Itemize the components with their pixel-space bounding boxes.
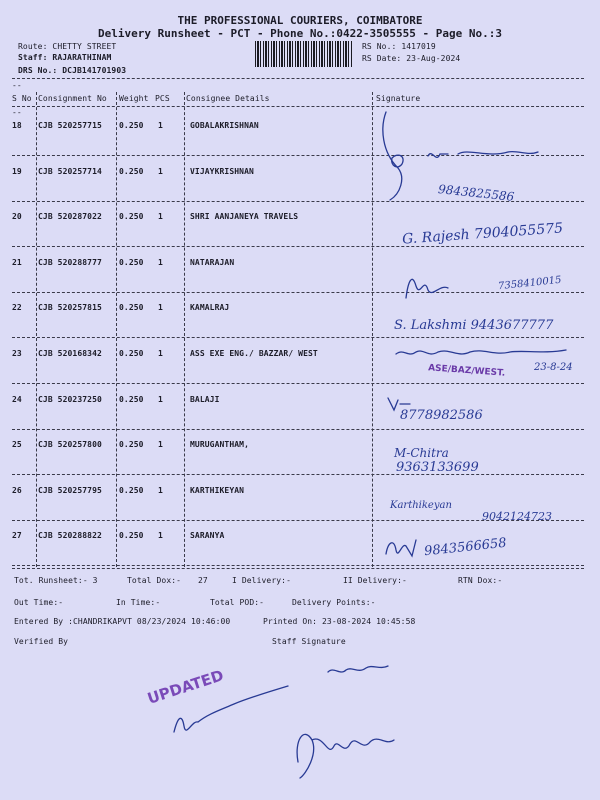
row-consignment-no: CJB 520288822 [38, 531, 102, 540]
row-sno: 27 [12, 531, 22, 540]
total-dox-label: Total Dox:- [127, 576, 182, 585]
row-sno: 22 [12, 303, 22, 312]
col-header-pcs: PCS [155, 94, 170, 103]
row-consignee: SHRI AANJANEYA TRAVELS [190, 212, 299, 221]
row-weight: 0.250 [119, 121, 144, 130]
col-header-consignee: Consignee Details [186, 94, 270, 103]
row-sno: 23 [12, 349, 22, 358]
row-pcs: 1 [158, 349, 163, 358]
row-pcs: 1 [158, 121, 163, 130]
row-separator [12, 429, 584, 430]
row-weight: 0.250 [119, 212, 144, 221]
row-consignment-no: CJB 520288777 [38, 258, 102, 267]
row-consignee: SARANYA [190, 531, 225, 540]
row-sno: 20 [12, 212, 22, 221]
drs-value: DCJB141701903 [62, 66, 127, 75]
phone-handwriting-24: 8778982586 [400, 408, 483, 423]
rtn-dox: RTN Dox:- [458, 576, 503, 585]
row-separator [12, 246, 584, 247]
route-field [18, 42, 116, 51]
row-sno: 25 [12, 440, 22, 449]
column-separator [116, 92, 117, 567]
drs-field [18, 66, 126, 75]
row-pcs: 1 [158, 167, 163, 176]
col-header-weight: Weight [119, 94, 149, 103]
row-weight: 0.250 [119, 303, 144, 312]
row-consignee: BALAJI [190, 395, 220, 404]
route-label: Route: [18, 42, 48, 51]
name-handwriting-26: Karthikeyan [390, 500, 452, 511]
row-consignment-no: CJB 520257815 [38, 303, 102, 312]
i-delivery: I Delivery:- [232, 576, 291, 585]
row-pcs: 1 [158, 440, 163, 449]
row-sno: 24 [12, 395, 22, 404]
runsheet-subtitle: Delivery Runsheet - PCT - Phone No.:0422-3505555 - Page No.:3 [98, 27, 502, 40]
updated-stamp: UPDATED [145, 666, 226, 708]
row-consignee: MURUGANTHAM, [190, 440, 249, 449]
row-consignee: ASS EXE ENG./ BAZZAR/ WEST [190, 349, 318, 358]
row-pcs: 1 [158, 531, 163, 540]
date-handwriting-23: 23-8-24 [534, 362, 573, 373]
row-weight: 0.250 [119, 167, 144, 176]
office-stamp-23: ASE/BAZ/WEST. [427, 363, 506, 379]
entered-by: Entered By :CHANDRIKAPVT 08/23/2024 10:46:00 [14, 617, 231, 626]
printed-on: Printed On: 23-08-2024 10:45:58 [263, 617, 416, 626]
handwriting-row-22: S. Lakshmi 9443677777 [394, 318, 554, 333]
row-consignment-no: CJB 520257800 [38, 440, 102, 449]
in-time: In Time:- [116, 598, 161, 607]
column-separator [184, 92, 185, 567]
column-separator [36, 92, 37, 567]
phone-handwriting-19: 9843825586 [437, 182, 515, 204]
footer-rule-top [12, 568, 584, 569]
col-header-consignment: Consignment No [38, 94, 107, 103]
row-consignment-no: CJB 520287022 [38, 212, 102, 221]
row-consignment-no: CJB 520257714 [38, 167, 102, 176]
rs-number: RS No.: 1417019 [362, 42, 436, 51]
row-weight: 0.250 [119, 258, 144, 267]
staff-field [18, 53, 111, 62]
row-consignment-no: CJB 520257715 [38, 121, 102, 130]
drs-label: DRS No.: [18, 66, 58, 75]
row-sno: 26 [12, 486, 22, 495]
column-separator [372, 92, 373, 567]
route-value: CHETTY STREET [52, 42, 117, 51]
total-pod: Total POD:- [210, 598, 265, 607]
rule-marker: -- [12, 108, 22, 117]
row-separator [12, 474, 584, 475]
row-separator [12, 565, 584, 566]
staff-label: Staff: [18, 53, 48, 62]
signature-row-27 [382, 534, 422, 562]
row-separator [12, 383, 584, 384]
row-separator [12, 337, 584, 338]
rule-marker: -- [12, 81, 22, 90]
row-weight: 0.250 [119, 531, 144, 540]
row-pcs: 1 [158, 395, 163, 404]
row-pcs: 1 [158, 303, 163, 312]
phone-handwriting-26: 9042124723 [482, 510, 552, 523]
header-rule-bottom [12, 106, 584, 107]
row-consignee: VIJAYKRISHNAN [190, 167, 254, 176]
row-weight: 0.250 [119, 349, 144, 358]
name-handwriting-25: M-Chitra [394, 446, 449, 460]
row-sno: 19 [12, 167, 22, 176]
staff-value: RAJARATHINAM [52, 53, 112, 62]
handwriting-row-20: G. Rajesh 7904055575 [401, 220, 564, 248]
row-pcs: 1 [158, 486, 163, 495]
row-consignment-no: CJB 520237250 [38, 395, 102, 404]
rs-date: RS Date: 23-Aug-2024 [362, 54, 461, 63]
row-consignee: NATARAJAN [190, 258, 235, 267]
row-weight: 0.250 [119, 486, 144, 495]
col-header-signature: Signature [376, 94, 421, 103]
col-header-sno: S No [12, 94, 32, 103]
row-consignment-no: CJB 520257795 [38, 486, 102, 495]
row-consignee: KAMALRAJ [190, 303, 230, 312]
row-weight: 0.250 [119, 440, 144, 449]
row-consignee: GOBALAKRISHNAN [190, 121, 259, 130]
company-title: THE PROFESSIONAL COURIERS, COIMBATORE [177, 14, 423, 27]
phone-handwriting-27: 9843566658 [423, 535, 508, 560]
row-pcs: 1 [158, 212, 163, 221]
row-consignee: KARTHIKEYAN [190, 486, 245, 495]
staff-signature-label: Staff Signature [272, 637, 346, 646]
phone-handwriting-21: 7358410015 [497, 274, 563, 293]
signature-row-21 [400, 268, 460, 304]
row-sno: 18 [12, 121, 22, 130]
row-pcs: 1 [158, 258, 163, 267]
row-consignment-no: CJB 520168342 [38, 349, 102, 358]
verified-by: Verified By [14, 637, 69, 646]
ii-delivery: II Delivery:- [343, 576, 407, 585]
total-dox-value: 27 [198, 576, 208, 585]
phone-handwriting-25: 9363133699 [396, 460, 479, 475]
row-sno: 21 [12, 258, 22, 267]
out-time: Out Time:- [14, 598, 64, 607]
tot-runsheet: Tot. Runsheet:- 3 [14, 576, 98, 585]
staff-signature [290, 700, 400, 790]
header-rule-top [12, 78, 584, 79]
delivery-points: Delivery Points:- [292, 598, 376, 607]
barcode-image [255, 41, 353, 67]
row-weight: 0.250 [119, 395, 144, 404]
